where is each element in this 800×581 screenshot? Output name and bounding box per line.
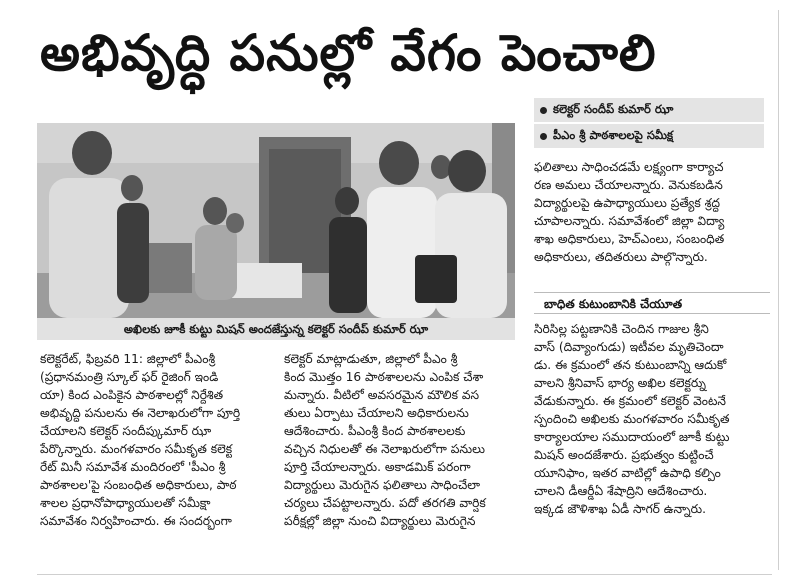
- text-line: రేట్ మినీ సమావేశ మందిరంలో 'పీఎం శ్రీ: [40, 460, 226, 474]
- text-line: పేర్కొన్నారు. మంగళవారం సమీకృత కలెక్ట: [40, 442, 233, 456]
- text-line: వాలని శ్రీనివాస్ భార్య అఖిల కలెక్టర్ను: [534, 376, 706, 390]
- article-column-3-continued: [534, 320, 770, 518]
- article-column-3: [534, 158, 770, 266]
- headline: అభివృద్ధి పనుల్లో వేగం పెంచాలి: [40, 24, 657, 82]
- text-line: పరీక్షల్లో జిల్లా నుంచి విద్యార్థులు మెరుగైన: [284, 514, 476, 528]
- bullet-item: [534, 98, 764, 122]
- text-line: చర్యలు చేపట్టాలన్నారు. పదో తరగతి వార్షిక: [284, 496, 486, 510]
- text-line: తులు ఏర్పాటు చేయాలని అధికారులను: [284, 406, 469, 420]
- photo-caption: అఖిలకు జూకీ కుట్టు మిషన్ అందజేస్తున్న కలెక్టర్ సందీప్ కుమార్ ఝా: [37, 318, 515, 340]
- column-rule: [778, 10, 779, 570]
- article-column-1: [40, 350, 276, 530]
- text-line: వేడుకున్నారు. ఈ క్రమంలో కలెక్టర్ వెంటనే: [534, 394, 726, 408]
- text-line: పూర్తి చేయాలన్నారు. అకాడమిక్ పరంగా: [284, 460, 471, 474]
- article-column-2: [284, 350, 526, 530]
- bullet-icon: [540, 107, 547, 114]
- bullet-icon: [540, 133, 547, 140]
- text-line: ఇక్కడ జౌళిశాఖ ఏడీ సాగర్ ఉన్నారు.: [534, 502, 706, 516]
- bullet-text: పీఎం శ్రీ పాఠశాలలపై సమీక్ష: [553, 127, 674, 142]
- text-line: అభివృద్ధి పనులను ఈ నెలాఖరులోగా పూర్తి: [40, 406, 241, 420]
- text-line: డు. ఈ క్రమంలో తన కుటుంబాన్ని ఆదుకో: [534, 358, 727, 372]
- text-line: సమావేశం నిర్వహించారు. ఈ సందర్భంగా: [40, 514, 232, 528]
- bottom-rule: [37, 574, 772, 575]
- text-line: కలెక్టర్ మాట్లాడుతూ, జిల్లాలో పీఎం శ్రీ: [284, 352, 458, 366]
- text-line: ఆదేశించారు. పీఎంశ్రీ కింద పాఠశాలలకు: [284, 424, 466, 438]
- text-line: స్పందించి అఖిలకు మంగళవారం సమీకృత: [534, 412, 730, 426]
- text-line: కార్యాలయాల సముదాయంలో జూకీ కుట్టు: [534, 430, 730, 444]
- text-line: పాఠశాలల'పై సంబంధిత అధికారులు, పాఠ: [40, 478, 237, 492]
- text-line: శాఖ అధికారులు, హెచ్ఎంలు, సంబంధిత: [534, 232, 725, 246]
- text-line: రణ అమలు చేయాలన్నారు. వెనుకబడిన: [534, 178, 723, 192]
- text-line: చేయాలని కలెక్టర్ సందీప్కుమార్ ఝా: [40, 424, 212, 438]
- text-line: సిరిసిల్ల పట్టణానికి చెందిన గాజుల శ్రీని: [534, 322, 709, 336]
- text-line: వచ్చిన నిధులతో ఈ నెలాఖరులోగా పనులు: [284, 442, 485, 456]
- text-line: విద్యార్థులపై ఉపాధ్యాయులు ప్రత్యేక శ్రద్ధ: [534, 196, 720, 210]
- text-line: వాస్ (దివ్యాంగుడు) ఇటీవల మృతిచెందా: [534, 340, 724, 354]
- text-line: ఫలితాలు సాధించడమే లక్ష్యంగా కార్యాచ: [534, 160, 724, 174]
- text-line: యూనిఫాం, ఇతర వాటిల్లో ఉపాధి కల్పిం: [534, 466, 721, 480]
- sub-headline: బాధిత కుటుంబానికి చేయూత: [534, 292, 770, 314]
- text-line: విద్యార్థులు మెరుగైన ఫలితాలు సాధించేలా: [284, 478, 480, 492]
- news-photo: [37, 123, 515, 318]
- text-line: (ప్రధానమంత్రి స్కూల్ ఫర్ రైజింగ్ ఇండి: [40, 370, 219, 384]
- text-line: చాలని డీఆర్డీఏ శేషాద్రిని ఆదేశించారు.: [534, 484, 708, 498]
- text-line: చూపాలన్నారు. సమావేశంలో జిల్లా విద్యా: [534, 214, 725, 228]
- text-line: కలెక్టరేట్, ఫిబ్రవరి 11: జిల్లాలో పీఎంశ్రీ: [40, 352, 216, 366]
- bullet-text: కలెక్టర్ సందీప్ కుమార్ ఝా: [553, 101, 674, 116]
- bullet-item: [534, 124, 764, 148]
- photo-illustration: [37, 123, 515, 318]
- text-line: మిషన్ అందజేశారు. ప్రభుత్వం కుట్టించే: [534, 448, 714, 462]
- text-line: కింద మొత్తం 16 పాఠశాలలను ఎంపిక చేశా: [284, 370, 484, 384]
- text-line: మన్నారు. వీటిలో అవసరమైన మౌలిక వస: [284, 388, 480, 402]
- text-line: యా) కింద ఎంపికైన పాఠశాలల్లో నిర్దేశిత: [40, 388, 224, 402]
- text-line: అధికారులు, తదితరులు పాల్గొన్నారు.: [534, 250, 708, 264]
- highlight-bullets: [534, 98, 764, 150]
- text-line: శాలల ప్రధానోపాధ్యాయులతో సమీక్షా: [40, 496, 211, 510]
